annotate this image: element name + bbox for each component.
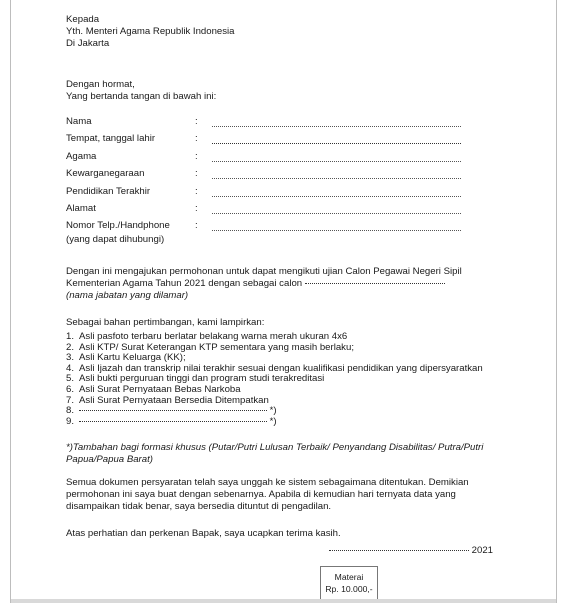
field-colon: :: [195, 150, 198, 162]
document-page: [10, 0, 557, 603]
list-text: Asli bukti perguruan tinggi dan program studi terakreditasi: [79, 373, 325, 385]
stamp-amount: Rp. 10.000,-: [325, 584, 373, 594]
stamp-duty-box: [320, 566, 378, 600]
list-number: 5.: [66, 373, 75, 385]
attachment-fill-in-line[interactable]: [79, 421, 267, 422]
field-label: Nama: [66, 116, 92, 127]
form-row-nama: [66, 116, 461, 133]
paragraph-line: Kementerian Agama Tahun 2021 dengan sebagai calon: [66, 277, 303, 289]
recipient-address: [66, 14, 235, 51]
date-fill-in-line[interactable]: [329, 550, 469, 551]
form-row-pendidikan: [66, 186, 461, 203]
form-row-kewarganegaraan: [66, 168, 461, 185]
attachments-intro: Sebagai bahan pertimbangan, kami lampirkan:: [66, 317, 265, 328]
statement-paragraph: [66, 477, 516, 513]
application-paragraph: [66, 266, 516, 302]
footnote: *)Tambahan bagi formasi khusus (Putar/Putri Lulusan Terbaik/ Penyandang Disabilitas/ Putra/Putri Papua/Papua Barat): [66, 442, 484, 465]
list-text: Asli Surat Pernyataan Bebas Narkoba: [79, 383, 241, 395]
form-row-alamat: [66, 203, 461, 220]
list-text: Asli Kartu Keluarga (KK);: [79, 352, 186, 364]
field-label: Kewarganegaraan: [66, 168, 145, 180]
field-colon: :: [195, 133, 198, 145]
phone-note: (yang dapat dihubungi): [66, 234, 165, 246]
position-fill-in-line[interactable]: [305, 283, 445, 284]
list-number: 3.: [66, 352, 75, 364]
address-line: Di Jakarta: [66, 38, 110, 50]
list-number: 9.: [66, 415, 75, 427]
fill-in-line[interactable]: [212, 213, 461, 214]
form-row-telepon: [66, 220, 461, 250]
field-colon: :: [195, 185, 198, 197]
list-number: 6.: [66, 383, 75, 395]
identity-form: [66, 116, 461, 250]
fill-in-line[interactable]: [212, 230, 461, 231]
attachment-fill-in-line[interactable]: [79, 410, 267, 411]
list-number: 8.: [66, 405, 75, 417]
greeting-line: Dengan hormat,: [66, 79, 135, 90]
paragraph-line: permohonan ini saya buat dengan sebenarnya. Apabila di kemudian hari ternyata data yang: [66, 489, 456, 500]
field-colon: :: [195, 168, 198, 180]
list-number: 4.: [66, 362, 75, 374]
fill-in-line[interactable]: [212, 126, 461, 127]
list-text: Asli Ijazah dan transkrip nilai terakhir sesuai dengan kualifikasi pendidikan yang dipersyaratkan: [79, 362, 483, 374]
list-number: 7.: [66, 394, 75, 406]
page-bottom-edge: [11, 599, 556, 603]
field-colon: :: [195, 220, 198, 232]
footnote-mark: *): [269, 405, 277, 417]
fill-in-line[interactable]: [212, 196, 461, 197]
date-year: 2021: [471, 545, 494, 556]
paragraph-line-with-blank: [66, 278, 516, 290]
fill-in-line[interactable]: [212, 178, 461, 179]
list-item-blank: [66, 417, 483, 428]
field-colon: :: [195, 116, 198, 127]
list-number: 1.: [66, 331, 75, 342]
list-text: Asli pasfoto terbaru berlatar belakang warna merah ukuran 4x6: [79, 331, 348, 342]
closing-text: Atas perhatian dan perkenan Bapak, saya ucapkan terima kasih.: [66, 528, 341, 539]
stamp-label: Materai: [334, 572, 364, 582]
paragraph-line: disampaikan tidak benar, saya bersedia dituntut di pengadilan.: [66, 501, 332, 512]
list-text: Asli KTP/ Surat Keterangan KTP sementara yang masih berlaku;: [79, 341, 354, 353]
footnote-mark: *): [269, 415, 277, 427]
paragraph-line: Dengan ini mengajukan permohonan untuk dapat mengikuti ujian Calon Pegawai Negeri Sipil: [66, 266, 462, 277]
greeting-line: Yang bertanda tangan di bawah ini:: [66, 91, 217, 103]
field-colon: :: [195, 202, 198, 214]
form-row-agama: [66, 151, 461, 168]
position-note: (nama jabatan yang dilamar): [66, 289, 189, 301]
attachments-list: [66, 332, 483, 427]
address-line: Kepada: [66, 14, 100, 25]
list-number: 2.: [66, 341, 75, 353]
greeting: [66, 79, 216, 104]
field-label: Agama: [66, 150, 97, 162]
field-label: Alamat: [66, 202, 96, 214]
fill-in-line[interactable]: [212, 161, 461, 162]
field-label: Tempat, tanggal lahir: [66, 133, 156, 145]
list-text: Asli Surat Pernyataan Bersedia Ditempatkan: [79, 394, 269, 406]
paragraph-line: Semua dokumen persyaratan telah saya unggah ke sistem sebagaimana ditentukan. Demikian: [66, 477, 469, 488]
field-label: Nomor Telp./Handphone: [66, 220, 170, 232]
form-row-ttl: [66, 133, 461, 150]
fill-in-line[interactable]: [212, 143, 461, 144]
date-line: [329, 545, 493, 557]
field-label: Pendidikan Terakhir: [66, 185, 151, 197]
address-line: Yth. Menteri Agama Republik Indonesia: [66, 26, 235, 38]
